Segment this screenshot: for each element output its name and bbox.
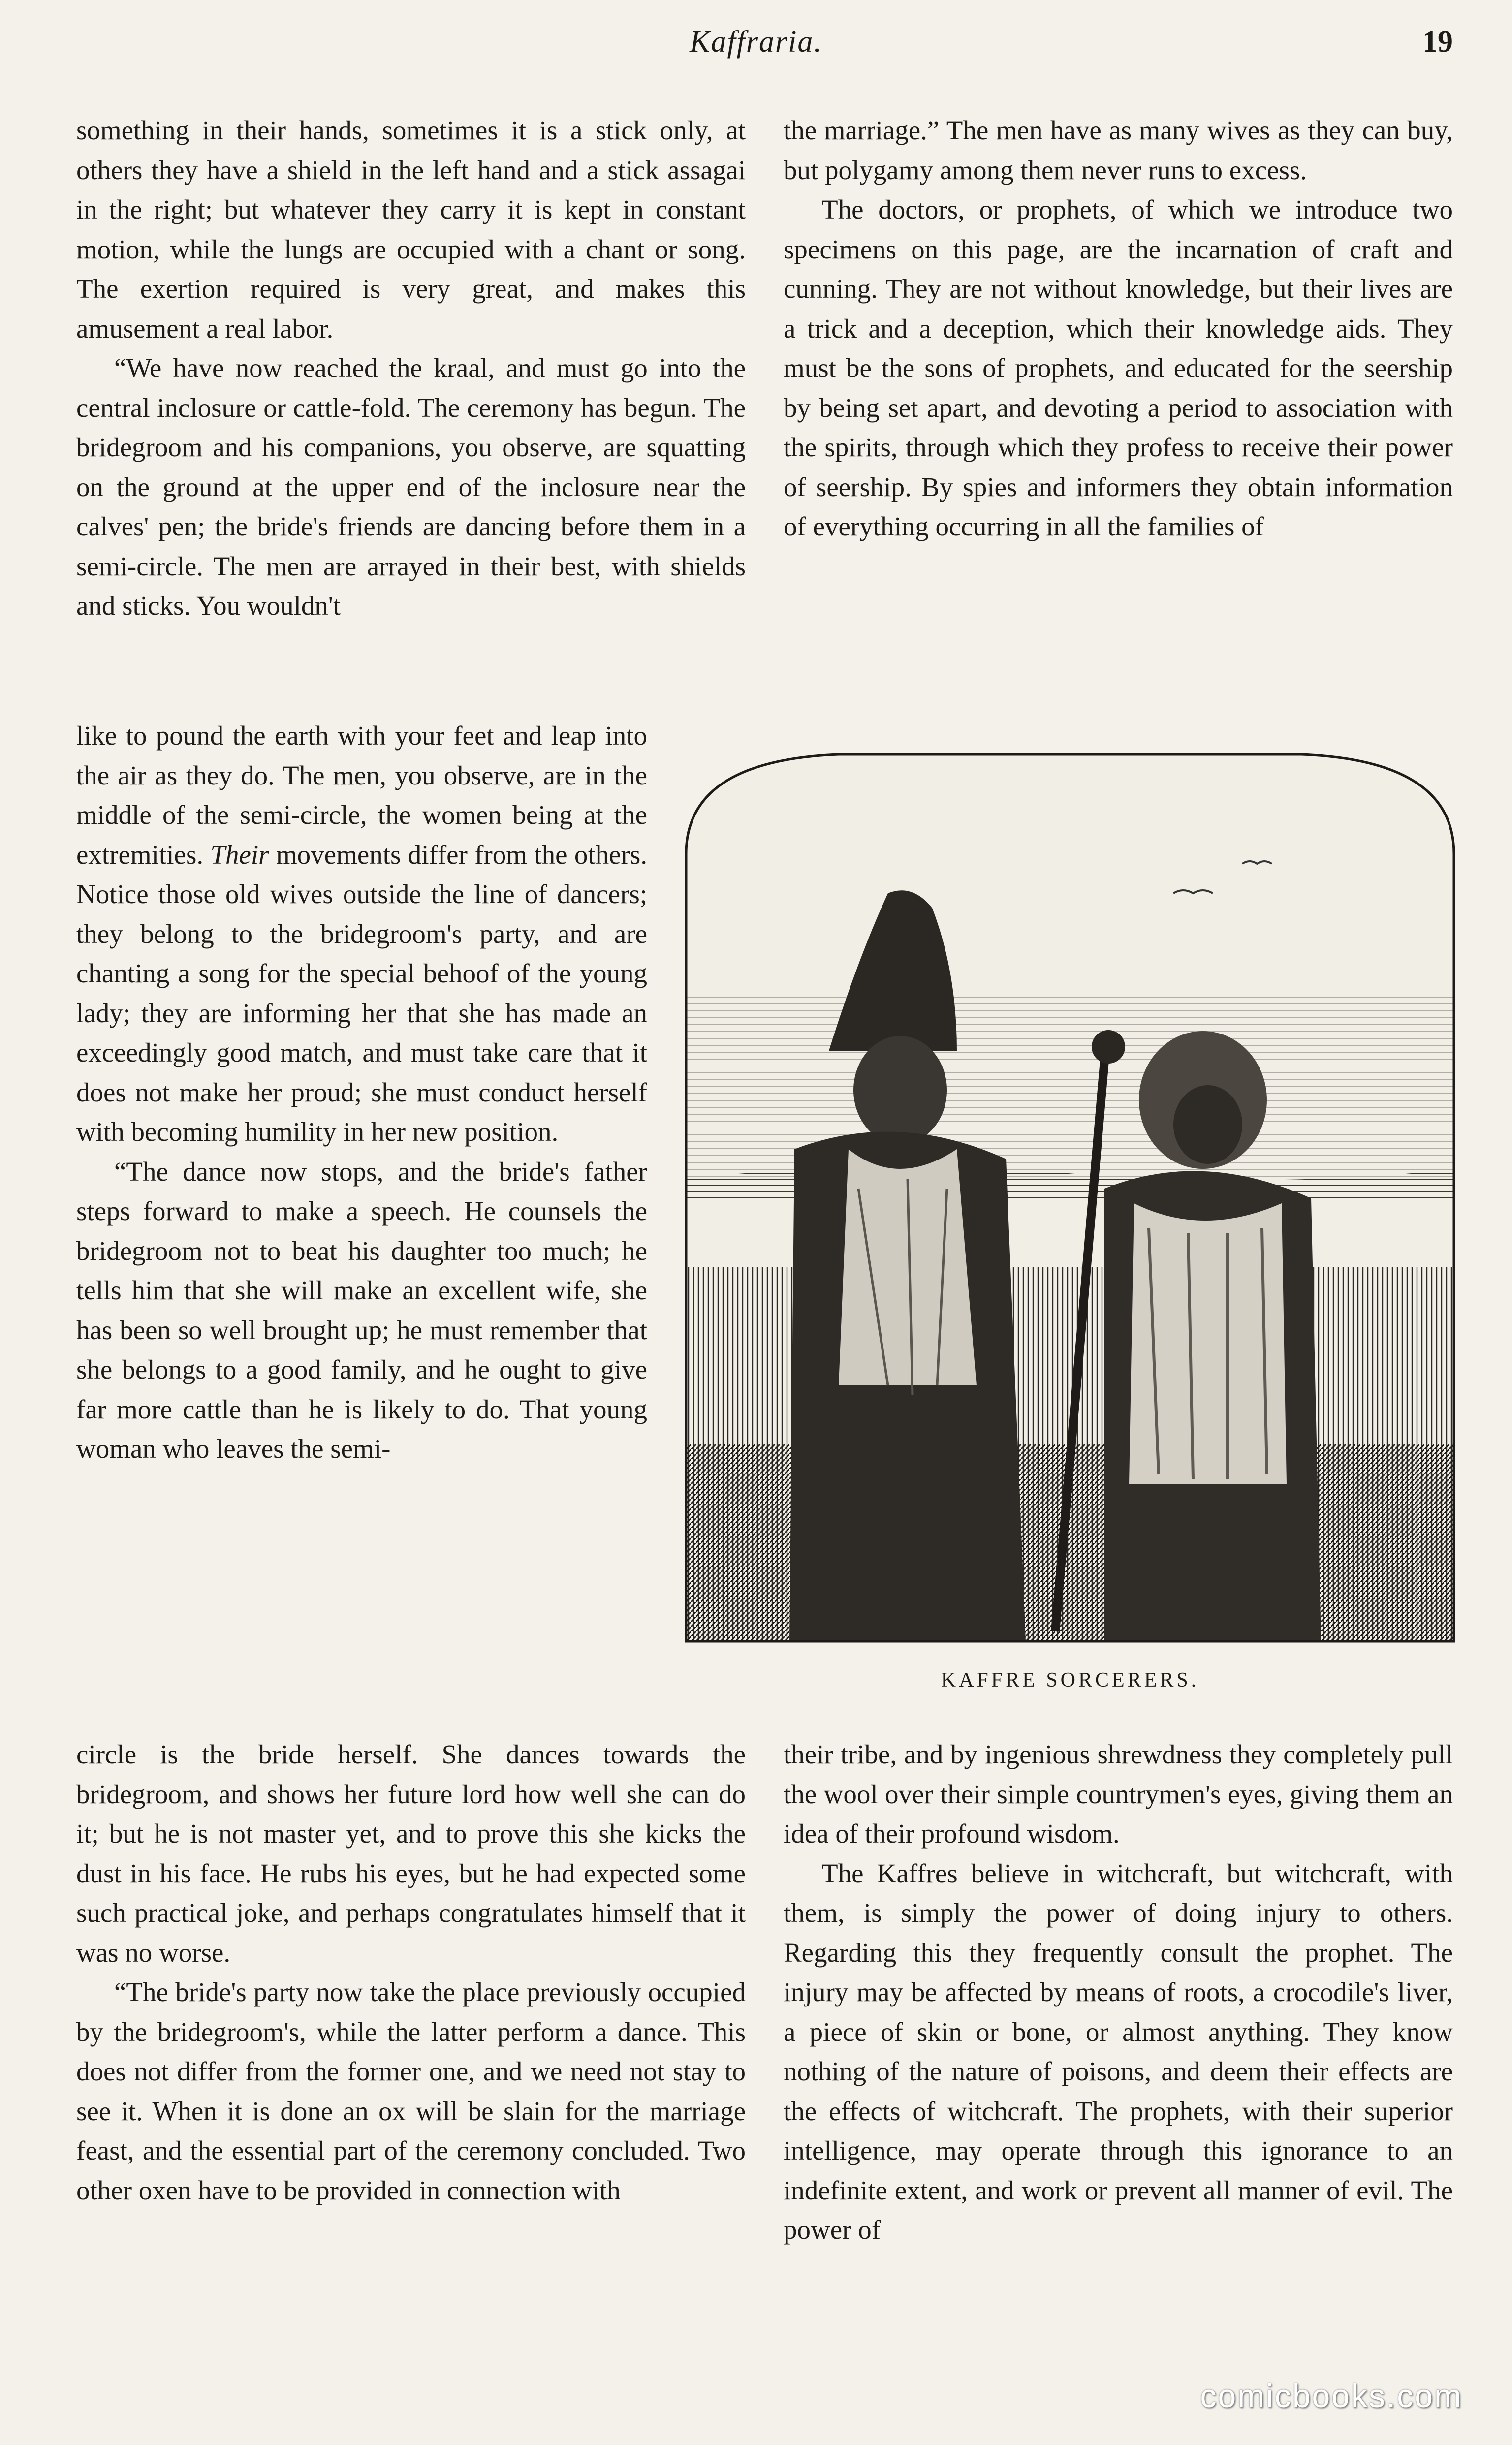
right-column-top xyxy=(784,111,1453,547)
watermark: comicbooks.com xyxy=(1200,2378,1463,2414)
running-title: Kaffraria. xyxy=(690,25,822,59)
running-header xyxy=(0,25,1512,64)
left-column-top xyxy=(76,111,746,626)
paragraph xyxy=(76,716,647,1152)
paragraph: “We have now reached the kraal, and must go into the central inclosure or cattle-fold. The ceremony has begun. The bridegroom and his companions, you observe, are squatting on the ground at the upper end of the inclosure near the calves' pen; the bride's friends are dancing before them in a semi-circle. The men are arrayed in their best, with shields and sticks. You wouldn't xyxy=(76,353,746,621)
paragraph: “The bride's party now take the place previously occupied by the bridegroom's, while the latter perform a dance. This does not differ from the former one, and we need not stay to see it. When it is done an ox will be slain for the marriage feast, and the essential part of the ceremony concluded. Two other oxen have to be provided in connection with xyxy=(76,1977,746,2205)
paragraph: the marriage.” The men have as many wives as they can buy, but polygamy among them never runs to excess. xyxy=(784,115,1453,185)
figure-caption: KAFFRE SORCERERS. xyxy=(941,1669,1199,1692)
engraving-illustration xyxy=(681,746,1459,1646)
text-run: like to pound the earth with your feet and leap into the air as they do. The men, you observe, are in the middle of the semi-circle, the women being at the extremities. xyxy=(76,721,647,870)
page-number: 19 xyxy=(1422,25,1453,59)
right-column-bottom xyxy=(784,1735,1453,2250)
paragraph: “The dance now stops, and the bride's father steps forward to make a speech. He counsels the bridegroom not to beat his daughter too much; he tells him that she will make an excellent wife, she has been so well brought up; he must remember that she belongs to a good family, and he ought to give far more cattle than he is likely to do. That young woman who leaves the semi- xyxy=(76,1156,647,1464)
emphasis: Their xyxy=(210,839,269,870)
paragraph: The Kaffres believe in witchcraft, but witchcraft, with them, is simply the power of doing injury to others. Regarding this they frequently consult the prophet. The injury may be affected by means of roots, a crocodile's liver, a piece of skin or bone, or almost anything. They know nothing of the nature of poisons, and deem their effects are the effects of witchcraft. The prophets, with their superior intelligence, may operate through this ignorance to an indefinite extent, and work or prevent all manner of evil. The power of xyxy=(784,1858,1453,2245)
paragraph: circle is the bride herself. She dances towards the bridegroom, and shows her future lord how well she can do it; but he is not master yet, and to prove this she kicks the dust in his face. He rubs his eyes, but he had expected some such practical joke, and perhaps congratulates himself that it was no worse. xyxy=(76,1739,746,1968)
left-column-middle xyxy=(76,716,647,1469)
text-run: movements differ from the others. Notice those old wives outside the line of dancers; they belong to the bridegroom's party, and are chanting a song for the special behoof of the young lady; they are informing her that she has made an exceedingly good match, and must take care that it does not make her proud; she must conduct herself with becoming humility in her new position. xyxy=(76,839,648,1147)
paragraph: something in their hands, sometimes it is a stick only, at others they have a shield in the left hand and a stick assagai in the right; but whatever they carry it is kept in constant motion, while the lungs are occupied with a chant or song. The exertion required is very great, and makes this amusement a real labor. xyxy=(76,115,746,344)
paragraph: The doctors, or prophets, of which we introduce two specimens on this page, are the incarnation of craft and cunning. They are not without knowledge, but their lives are a trick and a deception, which their knowledge aids. They must be the sons of prophets, and educated for the seership by being set apart, and devoting a period to association with the spirits, through which they profess to receive their power of seership. By spies and informers they obtain information of everything occurring in all the families of xyxy=(784,194,1453,541)
sorcerers-engraving xyxy=(681,746,1459,1646)
left-column-bottom xyxy=(76,1735,746,2210)
paragraph: their tribe, and by ingenious shrewdness they completely pull the wool over their simple countrymen's eyes, giving them an idea of their profound wisdom. xyxy=(784,1739,1453,1849)
